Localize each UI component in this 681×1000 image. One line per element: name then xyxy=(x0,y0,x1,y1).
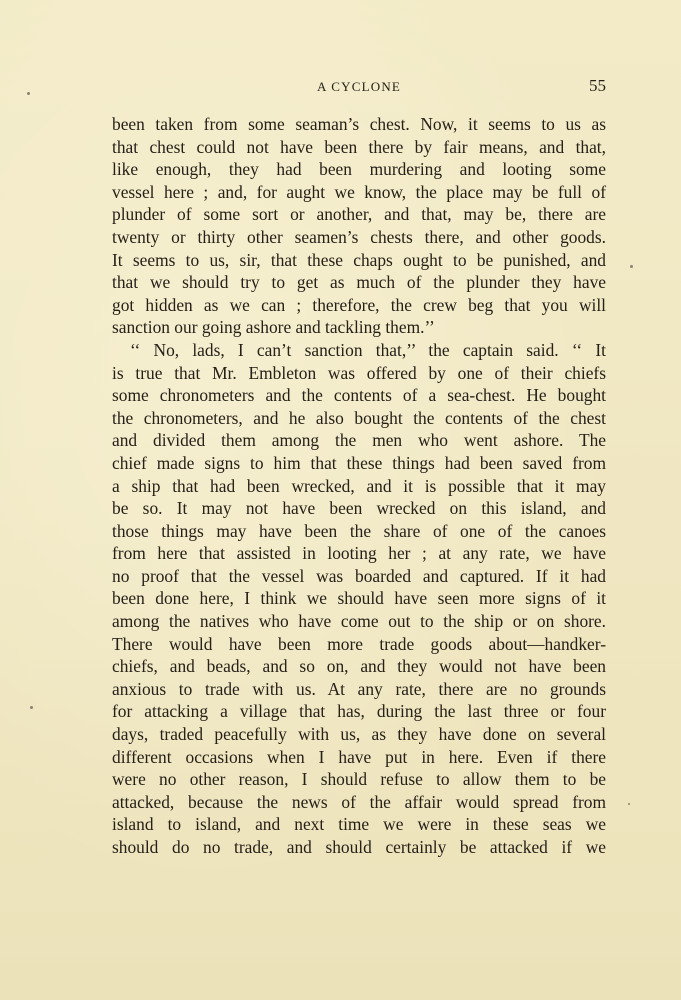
page-number: 55 xyxy=(589,76,606,95)
text-line: those things may have been the share of one of the canoes xyxy=(112,520,606,541)
text-line: It seems to us, sir, that these chaps ought to be punished, and xyxy=(112,249,606,270)
text-line: got hidden as we can ; therefore, the crew beg that you will xyxy=(112,294,606,315)
text-line: island to island, and next time we were in these seas we xyxy=(112,814,606,835)
text-line: be so. It may not have been wrecked on this island, and xyxy=(112,498,606,519)
paper-speck xyxy=(630,265,633,268)
paper-speck xyxy=(30,706,33,709)
text-line: a ship that had been wrecked, and it is possible that it may xyxy=(112,475,606,496)
text-line: ‘‘ No, lads, I can’t sanction that,’’ the captain said. ‘‘ It xyxy=(130,339,606,360)
text-line: been taken from some seaman’s chest. Now, it seems to us as xyxy=(112,114,606,134)
text-line: some chronometers and the contents of a sea-chest. He bought xyxy=(112,385,606,406)
text-line: attacked, because the news of the affair would spread from xyxy=(112,791,606,812)
text-line: twenty or thirty other seamen’s chests there, and other goods. xyxy=(112,226,606,247)
text-line: and divided them among the men who went ashore. The xyxy=(112,430,606,451)
text-line: vessel here ; and, for aught we know, the place may be full of xyxy=(112,181,606,202)
text-line: were no other reason, I should refuse to allow them to be xyxy=(112,769,606,790)
text-line: among the natives who have come out to the ship or on shore. xyxy=(112,611,606,632)
text-line: from here that assisted in looting her ; at any rate, we have xyxy=(112,543,606,564)
text-line: sanction our going ashore and tackling them.’’ xyxy=(112,317,435,338)
text-line: is true that Mr. Embleton was offered by one of their chiefs xyxy=(112,362,606,383)
text-line: plunder of some sort or another, and that, may be, there are xyxy=(112,204,606,225)
text-line: chief made signs to him that these things had been saved from xyxy=(112,452,606,473)
body-text xyxy=(112,113,606,859)
text-line: that chest could not have been there by fair means, and that, xyxy=(112,136,606,157)
text-line: anxious to trade with us. At any rate, there are no grounds xyxy=(112,678,606,699)
text-line: chiefs, and beads, and so on, and they would not have been xyxy=(112,656,606,677)
text-line: been done here, I think we should have seen more signs of it xyxy=(112,588,606,609)
text-line: no proof that the vessel was boarded and captured. If it had xyxy=(112,565,606,586)
text-line: that we should try to get as much of the plunder they have xyxy=(112,272,606,293)
running-head xyxy=(112,76,606,98)
text-line: for attacking a village that has, during the last three or four xyxy=(112,701,606,722)
text-line: days, traded peacefully with us, as they have done on several xyxy=(112,724,606,745)
paper-speck xyxy=(628,803,630,805)
text-line: different occasions when I have put in here. Even if there xyxy=(112,746,606,767)
text-line: like enough, they had been murdering and looting some xyxy=(112,159,606,180)
text-line: should do no trade, and should certainly be attacked if we xyxy=(112,837,606,857)
text-line: the chronometers, and he also bought the contents of the chest xyxy=(112,407,606,428)
paper-speck xyxy=(27,92,30,95)
text-line: There would have been more trade goods about—handker- xyxy=(112,633,606,654)
chapter-title: A CYCLONE xyxy=(316,79,402,94)
